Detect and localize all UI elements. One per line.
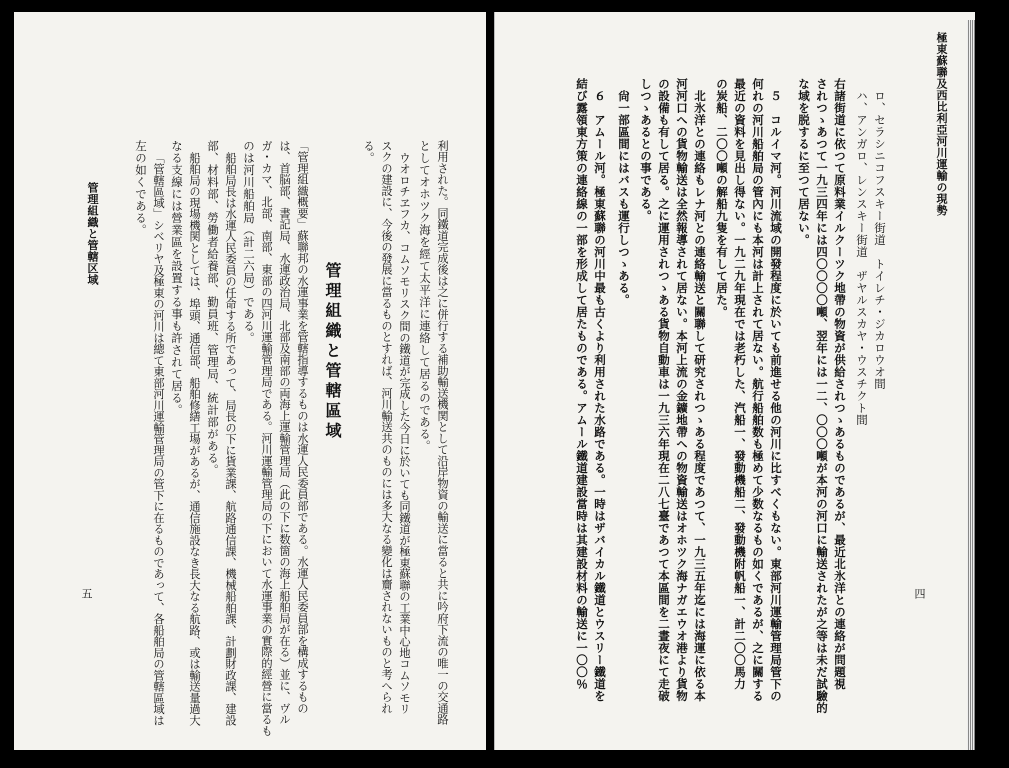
left-text-line: としてオホツク海を經て太平洋に連絡して居るのである。	[418, 140, 432, 452]
right-text-line: 結び露領東方策の連絡線の一部を形成して居たものである。アムール鐵道建設當時は其建設材料の輸送に一〇〇％	[575, 78, 589, 690]
right-text-line: 何れの河川船舶局の管內にも本河は計上されて居ない。航行船舶数も極めて少数なるもの如くであるが、之に關する	[751, 78, 765, 702]
right-text-line: ６ アムール河。極東蘇聯の河川中最も古くより利用された水路である。一時はザバイカル鐵道とウスリー鐵道を	[593, 90, 607, 702]
right-text-line: の設備も有して居る。之に運用されつゝある貨物自動車は一九三六年現在二八七臺であつて本區間を二晝夜にて走破	[657, 78, 671, 702]
left-text-line: 利用された。同鐵道完成後は之に併行する補助輸送機関として沿岸物資の輸送に當ると共に吟府下流の唯一の交通路	[436, 140, 449, 725]
page-number: 四	[913, 588, 926, 600]
right-text-line: ハ、アンガロ、レンスキー街道 ザヤルスカヤ・ウスチクト間	[855, 90, 869, 426]
left-text-line: 部、材料部、勞働者給養部、勤員班、管理局、統計部がある。	[206, 140, 220, 476]
right-text-line: 北氷洋との連絡もレナ河との連絡輸送と關聯して研究されつゝある程度であつて、一九三五年迄には海運に依る本	[693, 90, 707, 702]
running-head: 極東蘇聯及西比利亞河川運輸の現勢	[935, 32, 948, 216]
right-page	[494, 12, 975, 750]
left-text-line: スクの建設に、今後の發展に當るものとすれば、河川輸送共のものには多大なる變化は齎されないものと考へられ	[380, 140, 393, 714]
page-edge	[967, 20, 975, 750]
left-text-line: 「管轄區域」シベリヤ及極東の河川は總て東部河川運輸管理局の管下に在るものであって、各船舶局の管轄區域は	[152, 152, 165, 726]
left-text-line: ウオロチヱフカ、コムソモリスク間の鐵道が完成した今日に於いても同鐵道が極東蘇聯の工業中心地コムソモリ	[398, 152, 411, 715]
left-text-line: なる支線には營業區を設置する事も許されて居る。	[170, 140, 184, 416]
left-text-line: 左の如くである。	[134, 140, 148, 236]
left-text-line: は、首脳部、書記局、水運政治局、北部及南部の両海上運輸管理局（此の下に数箇の海上船舶局が在る）並に、ヴル	[278, 140, 291, 725]
right-text-line: ロ、セラシニコフスキー街道 トイレチ・ジカロウオ間	[873, 90, 887, 390]
right-text-line: 河河口への貨物輸送は全然報導されて居ない。本河上流の金鑛地帶への物資輸送はオホツク海ナガエウオ港より貨物	[675, 78, 689, 702]
left-page	[14, 12, 486, 750]
right-text-line: ５ コルイマ河。河川流域の開發程度に於いても前進せる他の河川に比すべくもない。東部河川運輸管理局管下の	[769, 90, 783, 702]
running-head: 管理組織と管轄区域	[86, 182, 99, 286]
right-text-line: 右諸街道に依つて原料業イルクーツク地帶の物資が供給されつゝあるものであるが、最近北氷洋との連絡が問題視	[833, 78, 847, 690]
left-text-line: 「管理組織概要」蘇聯邦の水運事業を管轄指導するものは水運人民委員部である。水運人民委員部を構成するもの	[296, 140, 309, 714]
right-text-line: しつゝあるとの事である。	[639, 78, 653, 222]
left-text-line: る。	[362, 140, 376, 164]
left-text-line: ガ・カマ、北部、南部、東部の四河川運輸管理局である。河川運輸管理局の下において水運事業の實際的經營に當るも	[260, 140, 273, 737]
right-text-line: 尙一部區間にはバスも運行しつゝある。	[617, 90, 631, 306]
left-text-line: のは河川船舶局（計二六局）である。	[242, 140, 256, 344]
left-text-line: 船舶局の現場機関としては、埠頭、通信部、船舶修繕工場があるが、通信施設なき長大なる航路、或は輸送量過大	[188, 152, 201, 726]
left-text-line: 船舶局長は水運人民委員の任命する所であって、局長の下に貨業課、航路通信課、機械船舶課、計劃財政課、建設	[224, 152, 237, 726]
page-number: 五	[80, 588, 93, 600]
right-text-line: な域を脱するに至つて居ない。	[797, 78, 811, 246]
right-text-line: の炭船、二〇〇噸の解船九隻を有して居た。	[715, 78, 729, 318]
right-text-line: されつゝあつて一九三四年には四〇〇〇〇噸、翌年には一二、〇〇〇噸が本河の河口に輸送されたが之等は未だ試驗的	[815, 78, 829, 714]
section-title: 管理組織と管轄區域	[323, 262, 342, 442]
right-text-line: 最近の資料を見出し得ない。一九二九年現在では老朽した、汽船一、發動機船二、發動機附帆船一、計二〇〇馬力	[733, 78, 747, 690]
